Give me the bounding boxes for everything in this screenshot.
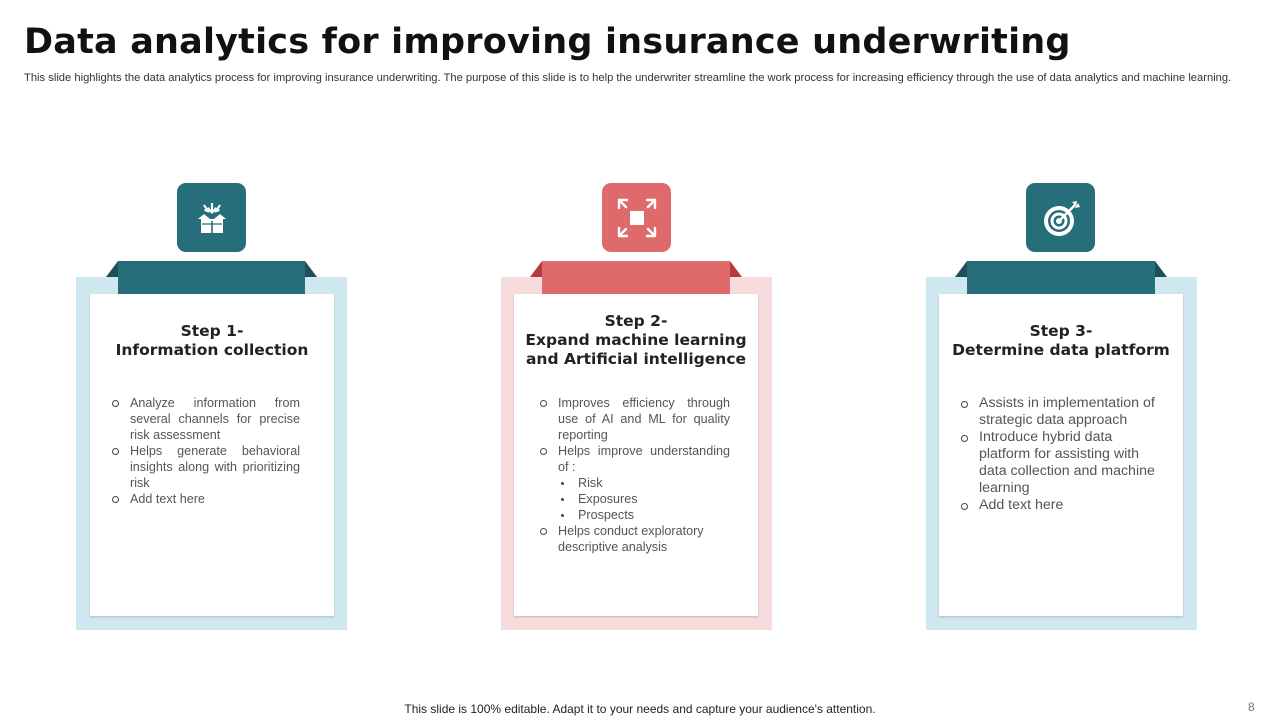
step-3-icon-tile: [1026, 183, 1095, 252]
step-2-heading-title-line-2: and Artificial intelligence: [525, 350, 747, 368]
step-2-icon-tile: [602, 183, 671, 252]
list-item: Improves efficiency through use of AI and ML for quality reporting: [538, 395, 730, 443]
step-1-heading-title: Information collection: [115, 341, 309, 359]
step-2-heading: [514, 312, 758, 369]
sub-list-item: Prospects: [558, 507, 730, 523]
step-1-ribbon: [118, 261, 305, 294]
step-1-heading-number: Step 1-: [180, 322, 244, 340]
step-3-heading-title: Determine data platform: [952, 341, 1170, 359]
step-3-heading-number: Step 3-: [1029, 322, 1093, 340]
list-item: Analyze information from several channels for precise risk assessment: [110, 395, 300, 443]
step-3-list: [959, 395, 1159, 514]
sub-list-item: Risk: [558, 475, 730, 491]
box-inbound-arrows-icon: [192, 198, 232, 238]
step-3-card: [939, 294, 1183, 616]
step-2-ribbon-fold-right: [730, 261, 742, 277]
slide-subtitle: This slide highlights the data analytics process for improving insurance underwriting. The purpose of this slide is to help the underwriter streamline the work process for increasing efficiency through the use of data analytics and machine learning.: [24, 72, 1232, 84]
sub-list-item: Exposures: [558, 491, 730, 507]
step-1-card: [90, 294, 334, 616]
step-2-heading-number: Step 2-: [604, 312, 668, 330]
step-2-heading-title: Expand machine learning: [525, 331, 747, 349]
step-3-ribbon-fold-left: [955, 261, 967, 277]
step-1-heading: [90, 322, 334, 360]
step-2-ribbon-fold-left: [530, 261, 542, 277]
list-item: Introduce hybrid data platform for assisting with data collection and machine learning: [959, 429, 1159, 497]
step-3-ribbon: [967, 261, 1155, 294]
step-2-sub-list: [558, 475, 730, 523]
step-1-ribbon-fold-right: [305, 261, 317, 277]
list-item: Helps improve understanding of : Risk Exposures Prospects: [538, 443, 730, 523]
slide-footer: This slide is 100% editable. Adapt it to your needs and capture your audience's attention.: [404, 702, 876, 716]
expand-arrows-icon: [615, 196, 659, 240]
list-item: Add text here: [110, 491, 300, 507]
step-2-card: [514, 294, 758, 616]
list-item: Helps conduct exploratory descriptive analysis: [538, 523, 730, 555]
page-number: 8: [1248, 700, 1255, 714]
step-1-list: [110, 395, 300, 507]
step-2-list: [538, 395, 730, 555]
step-3-ribbon-fold-right: [1155, 261, 1167, 277]
slide-title: Data analytics for improving insurance underwriting: [24, 22, 1071, 62]
target-arrow-icon: [1039, 196, 1083, 240]
step-1-icon-tile: [177, 183, 246, 252]
step-3-heading: [939, 322, 1183, 360]
step-2-ribbon: [542, 261, 730, 294]
list-item: Assists in implementation of strategic data approach: [959, 395, 1159, 429]
list-item: Add text here: [959, 497, 1159, 514]
step-1-ribbon-fold-left: [106, 261, 118, 277]
list-item: Helps generate behavioral insights along with prioritizing risk: [110, 443, 300, 491]
